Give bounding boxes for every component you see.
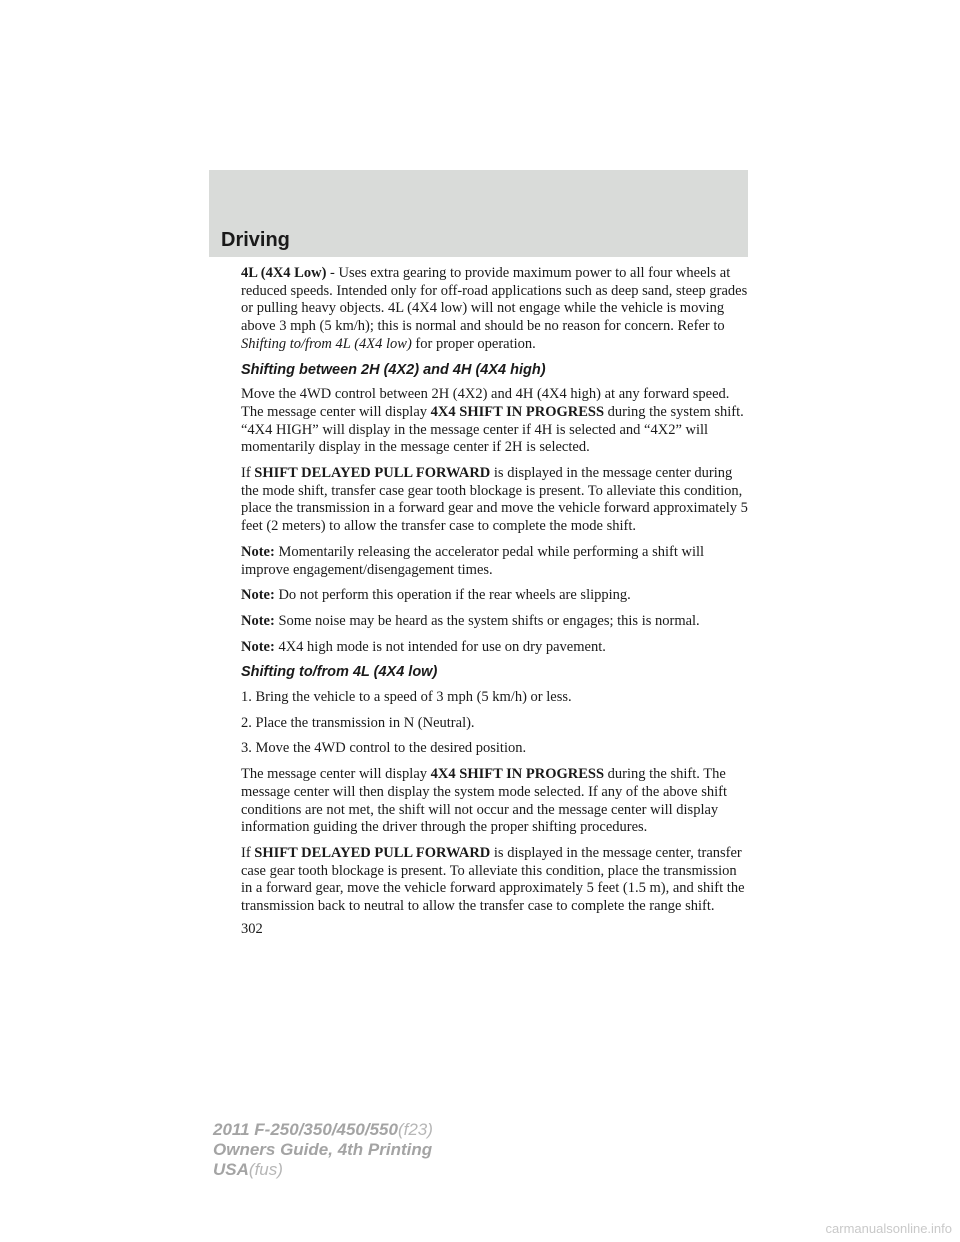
cross-reference: Shifting to/from 4L (4X4 low) [241, 335, 412, 352]
footer-region-code: (fus) [248, 1160, 283, 1179]
note-text: Momentarily releasing the accelerator pedal while performing a shift will improve engagement/disengagement times. [241, 543, 705, 578]
footer-edition [213, 1120, 433, 1180]
footer-line-1 [213, 1120, 433, 1140]
footer-line-3 [213, 1160, 433, 1180]
note-4 [241, 639, 751, 657]
page-content [241, 265, 751, 939]
message-shift-delayed: SHIFT DELAYED PULL FORWARD [254, 844, 491, 861]
footer-line-2: Owners Guide, 4th Printing [213, 1140, 433, 1159]
note-text: Do not perform this operation if the rear wheels are slipping. [274, 587, 631, 604]
note-text: Some noise may be heard as the system shifts or engages; this is normal. [274, 612, 700, 629]
paragraph-4l-shift-delayed [241, 845, 751, 916]
paragraph-text: The message center will display [241, 766, 431, 783]
paragraph-text: If [241, 465, 255, 482]
footer-region: USA [213, 1160, 249, 1179]
paragraph-2h-4h-shift [241, 386, 751, 457]
paragraph-shift-delayed [241, 465, 751, 536]
watermark: carmanualsonline.info [825, 1221, 952, 1236]
paragraph-text: for proper operation. [411, 335, 536, 352]
note-label: Note: [241, 587, 275, 604]
note-2 [241, 587, 751, 605]
note-label: Note: [241, 638, 275, 655]
note-text: 4X4 high mode is not intended for use on dry pavement. [274, 638, 606, 655]
note-1 [241, 544, 751, 579]
message-shift-in-progress: 4X4 SHIFT IN PROGRESS [430, 766, 605, 783]
note-label: Note: [241, 612, 275, 629]
subheading-4l: Shifting to/from 4L (4X4 low) [241, 664, 438, 681]
subheading-2h-4h: Shifting between 2H (4X2) and 4H (4X4 high) [241, 361, 546, 378]
footer-model: 2011 F-250/350/450/550 [213, 1120, 398, 1139]
paragraph-text: is displayed in the message center, transfer case gear tooth blockage is present. To alleviate this condition, place the transmission in a forward gear, move the vehicle forward approximately 5 feet (1.5 m), and shift the transmission back to neutral to allow the transfer case to complete the range shift. [241, 844, 745, 915]
section-header-band [209, 170, 748, 257]
paragraph-text: If [241, 844, 255, 861]
step-3: 3. Move the 4WD control to the desired position. [241, 740, 527, 757]
paragraph-text: Move the 4WD control between 2H (4X2) and 4H (4X4 high) at any forward speed. The message center will display [241, 386, 730, 420]
paragraph-4l-shift [241, 766, 751, 837]
paragraph-text: during the system shift. “4X4 HIGH” will display in the message center if 4H is selected and “4X2” will momentarily display in the message center if 2H is selected. [241, 403, 744, 456]
paragraph-text: during the shift. The message center will then display the system mode selected. If any of the above shift conditions are not met, the shift will not occur and the message center will display information guiding the driver through the proper shifting procedures. [241, 766, 728, 836]
section-title: Driving [221, 229, 290, 251]
paragraph-4l-description [241, 265, 751, 354]
term-4l: 4L (4X4 Low) [241, 265, 327, 281]
note-label: Note: [241, 543, 275, 560]
note-3 [241, 613, 751, 631]
step-2: 2. Place the transmission in N (Neutral). [241, 714, 475, 731]
paragraph-text: - Uses extra gearing to provide maximum power to all four wheels at reduced speeds. Intended only for off-road applications such as deep sand, steep grades or pulling heavy objects. 4L (4X4 low) will not engage while the vehicle is moving above 3 mph (5 km/h); this is normal and should be no reason for concern. Refer to [241, 265, 748, 335]
message-shift-in-progress: 4X4 SHIFT IN PROGRESS [430, 403, 605, 420]
message-shift-delayed: SHIFT DELAYED PULL FORWARD [254, 465, 491, 482]
footer-model-code: (f23) [397, 1120, 433, 1139]
step-1: 1. Bring the vehicle to a speed of 3 mph (5 km/h) or less. [241, 689, 572, 706]
page-number: 302 [241, 920, 263, 937]
paragraph-text: is displayed in the message center during the mode shift, transfer case gear tooth blockage is present. To alleviate this condition, place the transmission in a forward gear and move the vehicle forward approximately 5 feet (2 meters) to allow the transfer case to complete the mode shift. [241, 465, 748, 535]
